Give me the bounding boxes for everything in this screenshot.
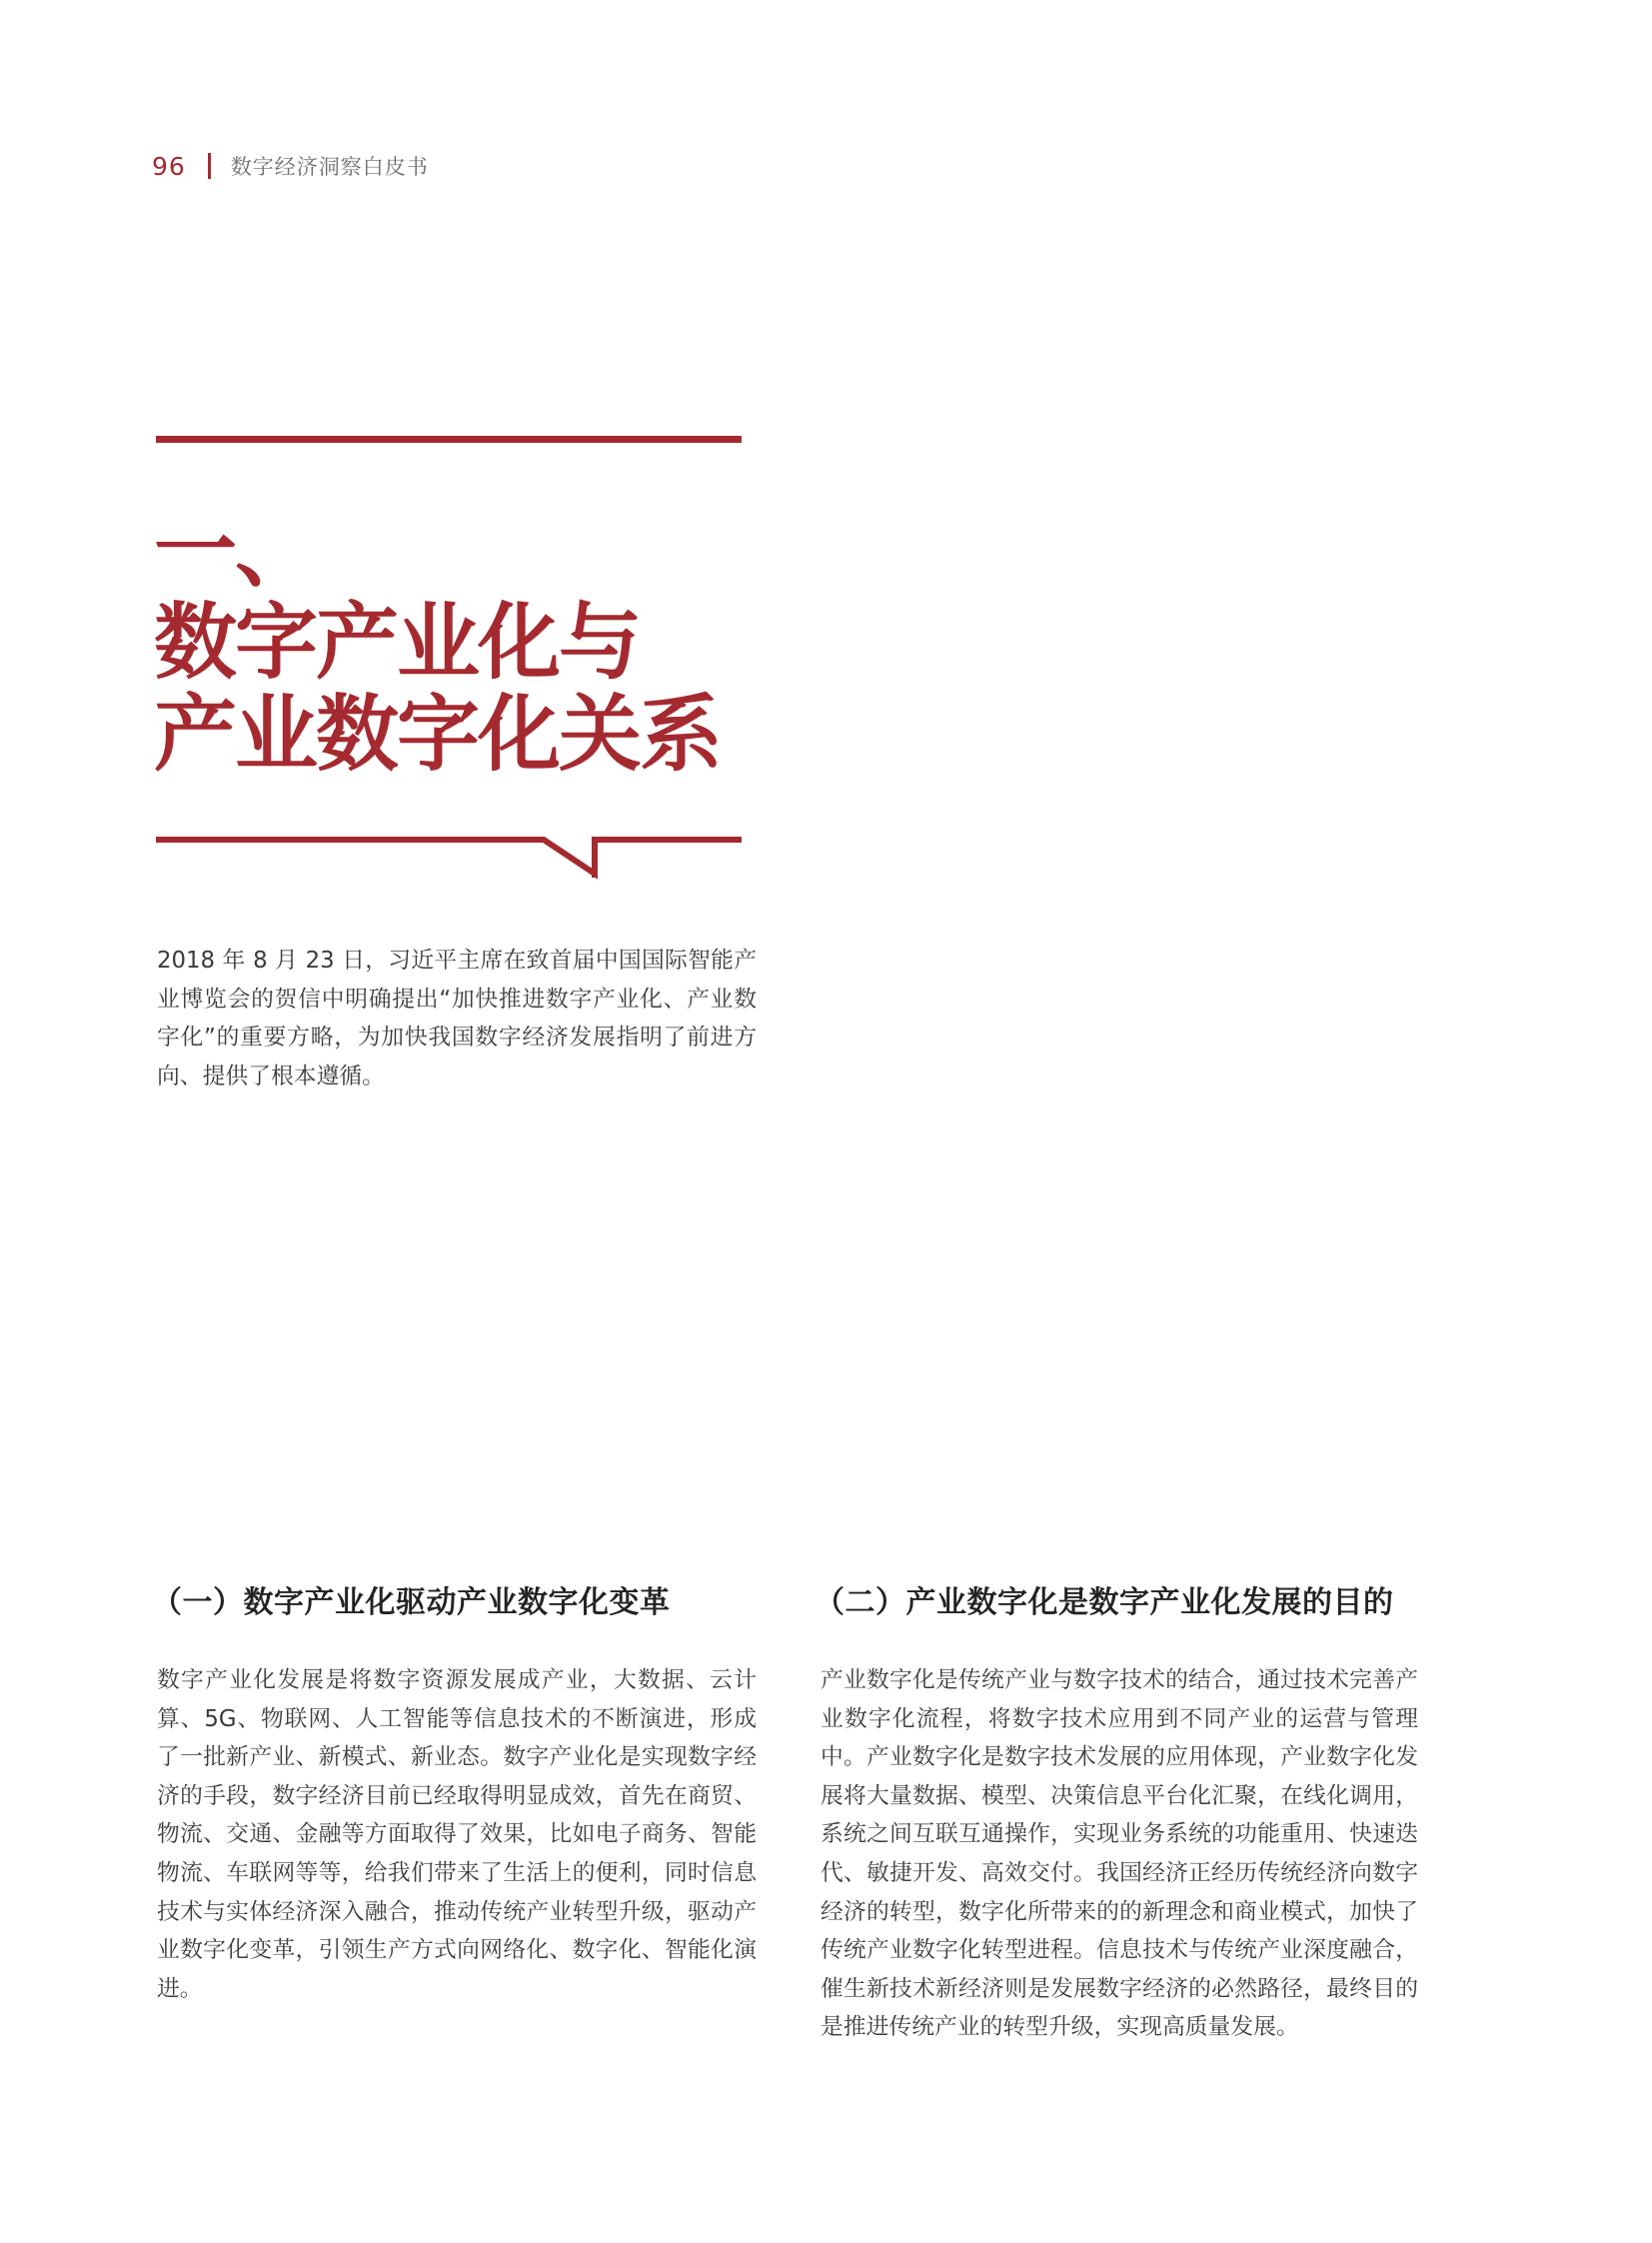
chapter-title — [154, 502, 774, 783]
callout-rule — [156, 830, 746, 890]
chapter-top-rule — [156, 436, 742, 443]
book-title: 数字经济洞察白皮书 — [230, 155, 429, 179]
section-2-heading: （二）产业数字化是数字产业化发展的目的 — [815, 1585, 1394, 1620]
section-2-body: 产业数字化是传统产业与数字技术的结合，通过技术完善产业数字化流程，将数字技术应用到不同产业的运营与管理中。产业数字化是数字技术发展的应用体现，产业数字化发展将大量数据、模型、决策信息平台化汇聚，在线化调用，系统之间互联互通操作，实现业务系统的功能重用、快速迭代、敏捷开发、高效交付。我国经济正经历传统经济向数字经济的转型，数字化所带来的的新理念和商业模式，加快了传统产业数字化转型进程。信息技术与传统产业深度融合，催生新技术新经济则是发展数字经济的必然路径，最终目的是推进传统产业的转型升级，实现高质量发展。 — [821, 1667, 1418, 2041]
page-header — [152, 150, 429, 182]
chapter-title-line: 产业数字化关系 — [154, 686, 721, 783]
section-1-heading: （一）数字产业化驱动产业数字化变革 — [152, 1585, 671, 1620]
intro-paragraph: 2018 年 8 月 23 日，习近平主席在致首届中国国际智能产业博览会的贺信中明确提出“加快推进数字产业化、产业数字化”的重要方略，为加快我国数字经济发展指明了前进方向、提供了根本遵循。 — [157, 948, 757, 1090]
header-divider — [208, 153, 211, 179]
chapter-title-line: 一、 — [154, 502, 316, 599]
section-1-body: 数字产业化发展是将数字资源发展成产业，大数据、云计算、5G、物联网、人工智能等信息技术的不断演进，形成了一批新产业、新模式、新业态。数字产业化是实现数字经济的手段，数字经济目前已经取得明显成效，首先在商贸、物流、交通、金融等方面取得了效果，比如电子商务、智能物流、车联网等等，给我们带来了生活上的便利，同时信息技术与实体经济深入融合，推动传统产业转型升级，驱动产业数字化变革，引领生产方式向网络化、数字化、智能化演进。 — [157, 1667, 757, 2002]
page-number: 96 — [152, 151, 186, 181]
chapter-title-line: 数字产业化与 — [154, 594, 640, 691]
